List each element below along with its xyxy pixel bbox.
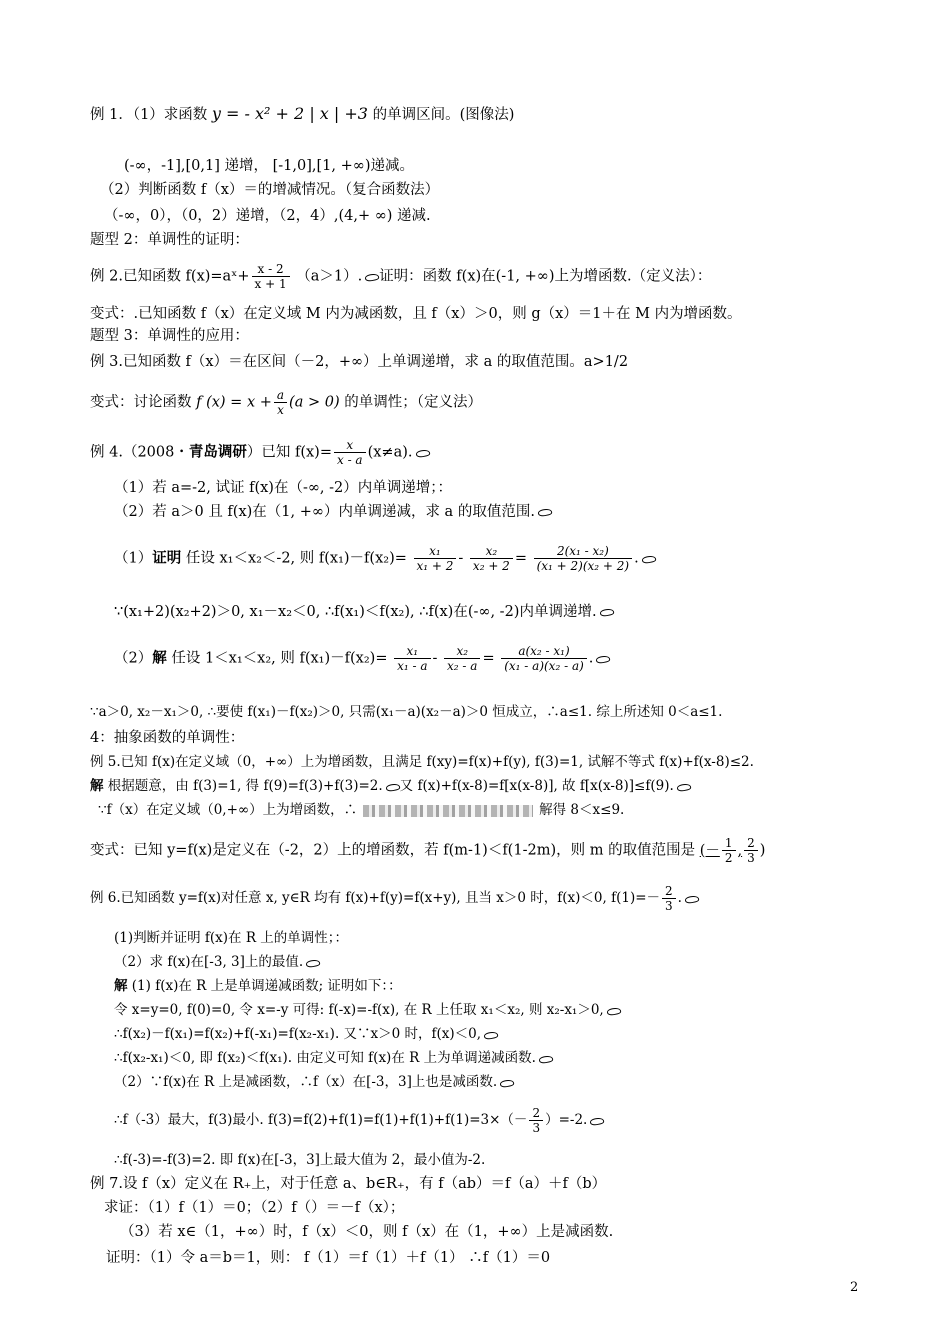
formula: y = - x² + 2 | x | +3: [211, 104, 368, 123]
text: 的单调区间。(图像法): [372, 107, 515, 123]
example-3-line: 例 3.已知函数 f（x）＝在区间（－2，+∞）上单调递增，求 a 的取值范围。a>1/2: [90, 354, 629, 370]
solution-line: ∵f（x）在定义域（0,+∞）上为增函数，∴ 解得 8＜x≤9.: [98, 802, 625, 818]
proof-request-line: 求证：（1）f（1）＝0；（2）f（）＝－f（x）；: [104, 1200, 405, 1216]
solution-line: ∴f(x₂-x₁)＜0, 即 f(x₂)＜f(x₁). 由定义可知 f(x)在 R 上为单调递减函数.: [114, 1048, 553, 1068]
solution-line: ∴f(x₂)－f(x₁)=f(x₂)+f(-x₁)=f(x₂-x₁). 又∵x＞0 时，f(x)＜0,: [114, 1024, 498, 1044]
proof-line: ∵(x₁+2)(x₂+2)＞0, x₁－x₂＜0, ∴f(x₁)＜f(x₂), ∴f(x)在(-∞, -2)内单调递增.: [114, 602, 614, 622]
solution-line: ∴f（-3）最大，f(3)最小. f(3)=f(2)+f(1)=f(1)+f(1)+f(1)=3×（－ $\frac{2}{3}$ ）=-2.: [114, 1106, 604, 1135]
bold-text: 解: [152, 649, 167, 667]
fraction: $\frac{x}{x - a}$: [334, 438, 366, 467]
text: 的单调性；（定义法）: [344, 394, 482, 411]
text: 例 1．（1）求函数: [90, 107, 208, 123]
scribble-icon: [596, 655, 610, 663]
answer-line: （-∞，0），（0，2）递增，（2，4）,(4,+ ∞) 递减.: [104, 208, 431, 224]
scribble-icon: [386, 783, 400, 791]
example-1-line: [90, 104, 514, 125]
variant-line: 变式：.已知函数 f（x）在定义域 M 内为减函数，且 f（x）＞0，则 g（x）＝1＋在 M 内为增函数。: [90, 306, 742, 322]
fraction: $\frac{\text{a(x₂ - x₁)}}{\text{(x₁ - a)(x₂ - a)}}$: [501, 644, 587, 673]
text: 例 2.已知函数 f(x)=aˣ+: [90, 268, 250, 285]
variant-line: 变式：已知 y=f(x)是定义在（-2，2）上的增函数，若 f(m-1)＜f(1-2m)，则 m 的取值范围是 (－ $\frac{1}{2}$ , $\frac{2}{3}$ ): [90, 836, 766, 865]
page-number: 2: [850, 1280, 859, 1295]
solution-line: 令 x=y=0, f(0)=0, 令 x=-y 可得: f(-x)=-f(x), 在 R 上任取 x₁＜x₂, 则 x₂-x₁＞0,: [114, 1000, 621, 1020]
fraction: $\frac{\text{x₁}}{\text{x₁ + 2}}$: [414, 544, 457, 573]
fraction: $\frac{\text{x₁}}{\text{x₁ - a}}$: [394, 644, 430, 673]
variant-line: [90, 388, 482, 417]
example-6-line: 例 6.已知函数 y=f(x)对任意 x, y∈R 均有 f(x)+f(y)=f(x+y), 且当 x＞0 时，f(x)＜0, f(1)=－ $\frac{2}{3}$ .: [90, 884, 699, 913]
fraction: $\frac{1}{2}$: [722, 836, 736, 865]
formula: f (x) = x +: [196, 394, 272, 411]
conclusion-line: ∵a＞0, x₂－x₁＞0, ∴要使 f(x₁)－f(x₂)＞0, 只需(x₁－a)(x₂－a)＞0 恒成立，∴a≤1. 综上所述知 0＜a≤1.: [90, 704, 723, 720]
inequality-system-image: [363, 805, 533, 817]
scribble-icon: [539, 1055, 553, 1063]
fraction: $\frac{2}{3}$: [662, 884, 676, 913]
formula: (a > 0): [289, 394, 340, 411]
bold-text: 青岛调研: [188, 443, 247, 461]
scribble-icon: [365, 273, 379, 281]
scribble-icon: [306, 959, 320, 967]
scribble-icon: [500, 1079, 514, 1087]
subquestion-line: （1）若 a=-2, 试证 f(x)在（-∞, -2）内单调递增；：: [114, 480, 453, 496]
solution-line: 解 根据题意，由 f(3)=1, 得 f(9)=f(3)+f(3)=2. 又 f(x)+f(x-8)=f[x(x-8)], 故 f[x(x-8)]≤f(9).: [90, 776, 691, 796]
section-heading: 4：抽象函数的单调性：: [90, 730, 245, 746]
text: ）已知 f(x)=: [246, 444, 332, 461]
fraction: $\frac{\text{x₂}}{\text{x₂ + 2}}$: [470, 544, 513, 573]
scribble-icon: [677, 783, 691, 791]
proof-line: （1）证明 任设 x₁＜x₂＜-2, 则 f(x₁)－f(x₂)= $\frac{\text{x₁}}{\text{x₁ + 2}}$ - $\frac{\text{x₂}}{\text{x₂ + 2}}$ = $\frac{\text{2(x₁ - x₂)}}{\text{(x₁ + 2)(x₂ + 2)}}$ .: [114, 544, 656, 573]
fraction: $\frac{a}{x}$: [274, 388, 287, 417]
fraction: $\frac{x - 2}{x + 1}$: [252, 262, 290, 291]
example-5-line: 例 5.已知 f(x)在定义域（0，+∞）上为增函数，且满足 f(xy)=f(x)+f(y), f(3)=1, 试解不等式 f(x)+f(x-8)≤2.: [90, 754, 754, 770]
fraction: $\frac{2}{3}$: [744, 836, 758, 865]
solution-line: 解 (1) f(x)在 R 上是单调递减函数; 证明如下：：: [114, 978, 402, 994]
answer-range: (－ $\frac{1}{2}$ , $\frac{2}{3}$: [700, 843, 760, 859]
text: （a＞1）.: [296, 268, 363, 285]
question-line: （2）判断函数 f（x）＝的增减情况。（复合函数法）: [100, 182, 440, 198]
text: 证明：函数 f(x)在(-1, +∞)上为增函数.（定义法）：: [379, 268, 712, 285]
bold-text: 解: [114, 978, 128, 994]
proof-request-line: （3）若 x∈（1，+∞）时，f（x）＜0，则 f（x）在（1，+∞）上是减函数.: [120, 1224, 614, 1240]
example-4-line: [90, 438, 430, 467]
scribble-icon: [685, 895, 699, 903]
text: 例 4.（2008・: [90, 444, 189, 461]
section-heading: 题型 2：单调性的证明：: [90, 232, 249, 248]
scribble-icon: [600, 608, 614, 616]
scribble-icon: [607, 1007, 621, 1015]
bold-text: 证明: [152, 549, 182, 567]
example-7-line: 例 7.设 f（x）定义在 R₊上，对于任意 a、b∈R₊，有 f（ab）＝f（a）＋f（b）: [90, 1176, 607, 1192]
scribble-icon: [484, 1031, 498, 1039]
fraction: $\frac{\text{2(x₁ - x₂)}}{\text{(x₁ + 2)(x₂ + 2)}}$: [534, 544, 633, 573]
subquestion-line: (1)判断并证明 f(x)在 R 上的单调性；：: [114, 930, 349, 946]
fraction: $\frac{2}{3}$: [529, 1106, 543, 1135]
text: 变式：讨论函数: [90, 394, 192, 411]
solution-line: ∴f(-3)=-f(3)=2. 即 f(x)在[-3，3]上最大值为 2，最小值为-2.: [114, 1152, 486, 1168]
solution-line: （2）解 任设 1＜x₁＜x₂, 则 f(x₁)－f(x₂)= $\frac{\text{x₁}}{\text{x₁ - a}}$ - $\frac{\text{x₂}}{\text{x₂ - a}}$ = $\frac{\text{a(x₂ - x₁)}}{\text{(x₁ - a)(x₂ - a)}}$ .: [114, 644, 610, 673]
scribble-icon: [538, 508, 552, 516]
section-heading: 题型 3：单调性的应用：: [90, 328, 249, 344]
example-2-line: [90, 262, 711, 291]
subquestion-line: （2）若 a＞0 且 f(x)在（1, +∞）内单调递减，求 a 的取值范围.: [114, 502, 552, 522]
scribble-icon: [590, 1117, 604, 1125]
fraction: $\frac{\text{x₂}}{\text{x₂ - a}}$: [444, 644, 480, 673]
solution-line: （2）∵f(x)在 R 上是减函数，∴f（x）在[-3，3]上也是减函数.: [114, 1072, 514, 1092]
bold-text: 解: [90, 778, 104, 794]
scribble-icon: [416, 449, 430, 457]
subquestion-line: （2）求 f(x)在[-3, 3]上的最值.: [114, 952, 320, 972]
answer-line: (-∞，-1],[0,1] 递增， [-1,0],[1, +∞)递减。: [124, 158, 414, 174]
scribble-icon: [642, 555, 656, 563]
text: (x≠a).: [367, 444, 413, 461]
proof-line: 证明：（1）令 a＝b＝1，则： f（1）＝f（1）＋f（1） ∴f（1）＝0: [106, 1250, 551, 1266]
